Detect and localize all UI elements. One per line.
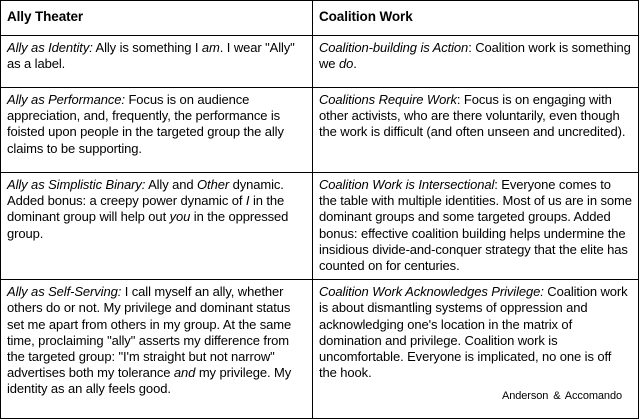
- body-text: . I wear "Ally" as a label.: [7, 40, 295, 72]
- body-text: : Everyone comes to the table with multiple identities. Most of us are in some dominant groups and some targeted groups. Added bonus: effective coalition building helps undermine the insidious divide-and-conquer strategy that the elite has counted on for centuries.: [319, 177, 632, 274]
- body-text: Ally and: [145, 177, 198, 192]
- emphasis: you: [169, 209, 191, 225]
- table-row: [1, 280, 639, 419]
- emphasis: Other: [197, 177, 230, 192]
- body-text: : Coalition work is something we: [319, 40, 631, 72]
- body-text: my privilege. My identity as an ally feels good.: [7, 365, 292, 397]
- emphasis: and: [173, 365, 196, 381]
- header-row: [1, 1, 639, 36]
- cell-ally-self-serving: [1, 280, 313, 419]
- body-text: I call myself an ally, whether others do or not. My privilege and dominant status set me apart from others in my group. At the same time, proclaiming "ally" asserts my difference from the targeted group: "I'm straight but not narrow" advertises both my tolerance: [7, 284, 292, 381]
- term: Coalition Work Acknowledges Privilege:: [319, 284, 544, 300]
- table-row: [1, 173, 639, 280]
- header-ally-theater: Ally Theater: [1, 1, 313, 36]
- emphasis: I: [245, 193, 250, 209]
- table-row: [1, 88, 639, 173]
- body-text: : Focus is on engaging with other activists, who are there voluntarily, even though the work is difficult (and often unseen and uncredited).: [319, 92, 626, 140]
- body-text: Focus is on audience appreciation, and, frequently, the performance is foisted upon people in the targeted group the ally claims to be supporting.: [7, 92, 284, 156]
- term: Ally as Performance:: [7, 92, 125, 107]
- term: Coalition-building is Action: [319, 40, 469, 55]
- cell-ally-binary: [1, 173, 313, 280]
- cell-coalition-privilege: [313, 280, 639, 419]
- cell-coalition-intersectional: [313, 173, 639, 280]
- term: Ally as Identity:: [7, 40, 93, 55]
- term: Ally as Self-Serving:: [7, 284, 122, 300]
- table-row: [1, 36, 639, 88]
- credit-line: Anderson & Accomando: [501, 390, 622, 403]
- cell-ally-performance: [1, 88, 313, 173]
- body-text: dynamic. Added bonus: a creepy power dynamic of: [7, 177, 284, 209]
- body-text: Ally is something I: [92, 40, 202, 55]
- cell-coalition-work-required: [313, 88, 639, 173]
- term: Ally as Simplistic Binary:: [7, 177, 146, 192]
- emphasis: do: [338, 56, 354, 72]
- term: Coalitions Require Work: [319, 92, 457, 107]
- body-text: .: [353, 56, 357, 72]
- header-coalition-work: Coalition Work: [313, 1, 639, 36]
- cell-coalition-action: [313, 36, 639, 88]
- body-text: in the dominant group will help out: [7, 193, 285, 225]
- emphasis: am: [201, 40, 220, 55]
- body-text: Coalition work is about dismantling systems of oppression and acknowledging one's location in the matrix of domination and privilege. Coalition work is uncomfortable. Everyone is implicated, no one is off the hook.: [319, 284, 628, 381]
- body-text: in the oppressed group.: [7, 209, 289, 241]
- term: Coalition Work is Intersectional: [319, 177, 495, 192]
- cell-ally-identity: [1, 36, 313, 88]
